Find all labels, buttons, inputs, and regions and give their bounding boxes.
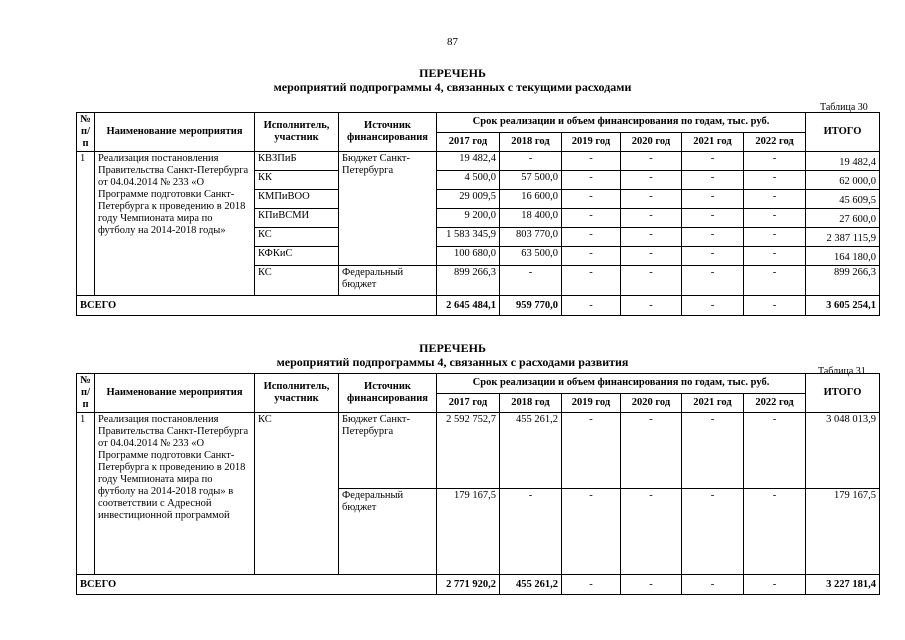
value-cell: - [621,266,682,296]
value-cell: 2 592 752,7 [437,413,500,489]
value-cell: 100 680,0 [437,247,500,266]
table31-number: Таблица 31 [818,366,866,377]
source-cell: Федеральный бюджет [339,266,437,296]
value-cell: 803 770,0 [500,228,562,247]
value-cell: - [562,190,621,209]
value-cell: 57 500,0 [500,171,562,190]
header-year: 2021 год [682,132,744,152]
header-executor: Исполнитель, участник [255,374,339,413]
header-year: 2019 год [562,393,621,413]
value-cell: 1 583 345,9 [437,228,500,247]
value-cell: - [562,489,621,575]
header-source: Источник финансирования [339,113,437,152]
value-cell: - [744,209,806,228]
value-cell: - [621,209,682,228]
table31-subtitle: мероприятий подпрограммы 4, связанных с расходами развития [276,355,629,369]
executor-cell: КС [255,266,339,296]
header-source: Источник финансирования [339,374,437,413]
total-cell: 2 387 115,9 [806,228,880,247]
value-cell: 455 261,2 [500,413,562,489]
value-cell: 899 266,3 [437,266,500,296]
value-cell: 16 600,0 [500,190,562,209]
total-cell: 179 167,5 [806,489,880,575]
row-number: 1 [77,152,95,296]
value-cell: - [682,575,744,595]
executor-cell: КПиВСМИ [255,209,339,228]
value-cell: - [682,152,744,171]
row-number: 1 [77,413,95,575]
header-no: № п/п [77,374,95,413]
total-cell: 3 048 013,9 [806,413,880,489]
value-cell: - [744,489,806,575]
value-cell: - [682,296,744,316]
header-year: 2017 год [437,393,500,413]
executor-cell: КФКиС [255,247,339,266]
total-label: ВСЕГО [77,575,437,595]
value-cell: - [621,489,682,575]
value-cell: - [562,209,621,228]
total-cell: 45 609,5 [806,190,880,209]
value-cell: - [744,190,806,209]
header-executor: Исполнитель, участник [255,113,339,152]
value-cell: - [744,247,806,266]
table30-subtitle: мероприятий подпрограммы 4, связанных с текущими расходами [273,80,632,94]
value-cell: - [621,152,682,171]
total-row [77,575,880,595]
value-cell: 18 400,0 [500,209,562,228]
value-cell: - [682,209,744,228]
header-year: 2018 год [500,132,562,152]
table30-number: Таблица 30 [820,102,868,113]
table31 [76,373,880,595]
total-cell: 3 605 254,1 [806,296,880,316]
total-cell: 3 227 181,4 [806,575,880,595]
value-cell: - [744,575,806,595]
value-cell: - [744,413,806,489]
header-year: 2022 год [744,132,806,152]
value-cell: - [562,247,621,266]
header-name: Наименование мероприятия [95,374,255,413]
value-cell: - [562,152,621,171]
value-cell: - [500,489,562,575]
executor-cell: КК [255,171,339,190]
value-cell: - [621,575,682,595]
value-cell: - [621,228,682,247]
executor-cell: КМПиВОО [255,190,339,209]
header-total: ИТОГО [806,113,880,152]
value-cell: - [682,266,744,296]
value-cell: - [562,575,621,595]
value-cell: - [682,489,744,575]
header-year: 2017 год [437,132,500,152]
measure-name: Реализация постановления Правительства Санкт-Петербурга от 04.04.2014 № 233 «О Программе подготовки Санкт-Петербурга к проведению в 2018 году Чемпионата мира по футболу на 2014-2018 годы» [95,152,255,296]
value-cell: 455 261,2 [500,575,562,595]
value-cell: - [682,413,744,489]
value-cell: - [744,228,806,247]
value-cell: 19 482,4 [437,152,500,171]
total-row [77,296,880,316]
source-cell: Бюджет Санкт-Петербурга [339,413,437,489]
total-label: ВСЕГО [77,296,437,316]
header-period: Срок реализации и объем финансирования по годам, тыс. руб. [437,113,806,133]
value-cell: - [682,190,744,209]
source-cell: Федеральный бюджет [339,489,437,575]
value-cell: 9 200,0 [437,209,500,228]
executor-cell: КС [255,228,339,247]
table30 [76,112,880,316]
value-cell: - [621,190,682,209]
header-year: 2019 год [562,132,621,152]
header-name: Наименование мероприятия [95,113,255,152]
header-year: 2018 год [500,393,562,413]
value-cell: - [562,266,621,296]
value-cell: 2 645 484,1 [437,296,500,316]
value-cell: - [562,228,621,247]
header-year: 2020 год [621,132,682,152]
value-cell: 4 500,0 [437,171,500,190]
value-cell: 63 500,0 [500,247,562,266]
header-no: № п/п [77,113,95,152]
executor-cell: КВЗПиБ [255,152,339,171]
header-year: 2020 год [621,393,682,413]
value-cell: 179 167,5 [437,489,500,575]
table31-title: ПЕРЕЧЕНЬ [419,341,486,355]
header-year: 2021 год [682,393,744,413]
value-cell: 2 771 920,2 [437,575,500,595]
total-cell: 899 266,3 [806,266,880,296]
total-cell: 19 482,4 [806,152,880,171]
table30-title: ПЕРЕЧЕНЬ [419,66,486,80]
value-cell: - [562,296,621,316]
value-cell: - [500,266,562,296]
value-cell: - [744,171,806,190]
total-cell: 27 600,0 [806,209,880,228]
value-cell: - [562,171,621,190]
value-cell: 29 009,5 [437,190,500,209]
executor-cell: КС [255,413,339,575]
value-cell: - [500,152,562,171]
value-cell: - [682,247,744,266]
header-total: ИТОГО [806,374,880,413]
value-cell: - [621,296,682,316]
source-cell: Бюджет Санкт-Петербурга [339,152,437,266]
value-cell: - [621,247,682,266]
table-row [77,413,880,489]
header-year: 2022 год [744,393,806,413]
value-cell: - [682,228,744,247]
value-cell: - [562,413,621,489]
value-cell: - [682,171,744,190]
value-cell: - [744,266,806,296]
value-cell: 959 770,0 [500,296,562,316]
value-cell: - [621,171,682,190]
page-number: 87 [447,36,458,48]
value-cell: - [744,152,806,171]
value-cell: - [744,296,806,316]
header-period: Срок реализации и объем финансирования по годам, тыс. руб. [437,374,806,394]
table-row [77,152,880,171]
total-cell: 62 000,0 [806,171,880,190]
measure-name: Реализация постановления Правительства Санкт-Петербурга от 04.04.2014 № 233 «О Программе подготовки Санкт-Петербурга к проведению в 2018 году Чемпионата мира по футболу на 2014-2018 годы» в соответствии с Адресной инвестиционной программой [95,413,255,575]
value-cell: - [621,413,682,489]
total-cell: 164 180,0 [806,247,880,266]
